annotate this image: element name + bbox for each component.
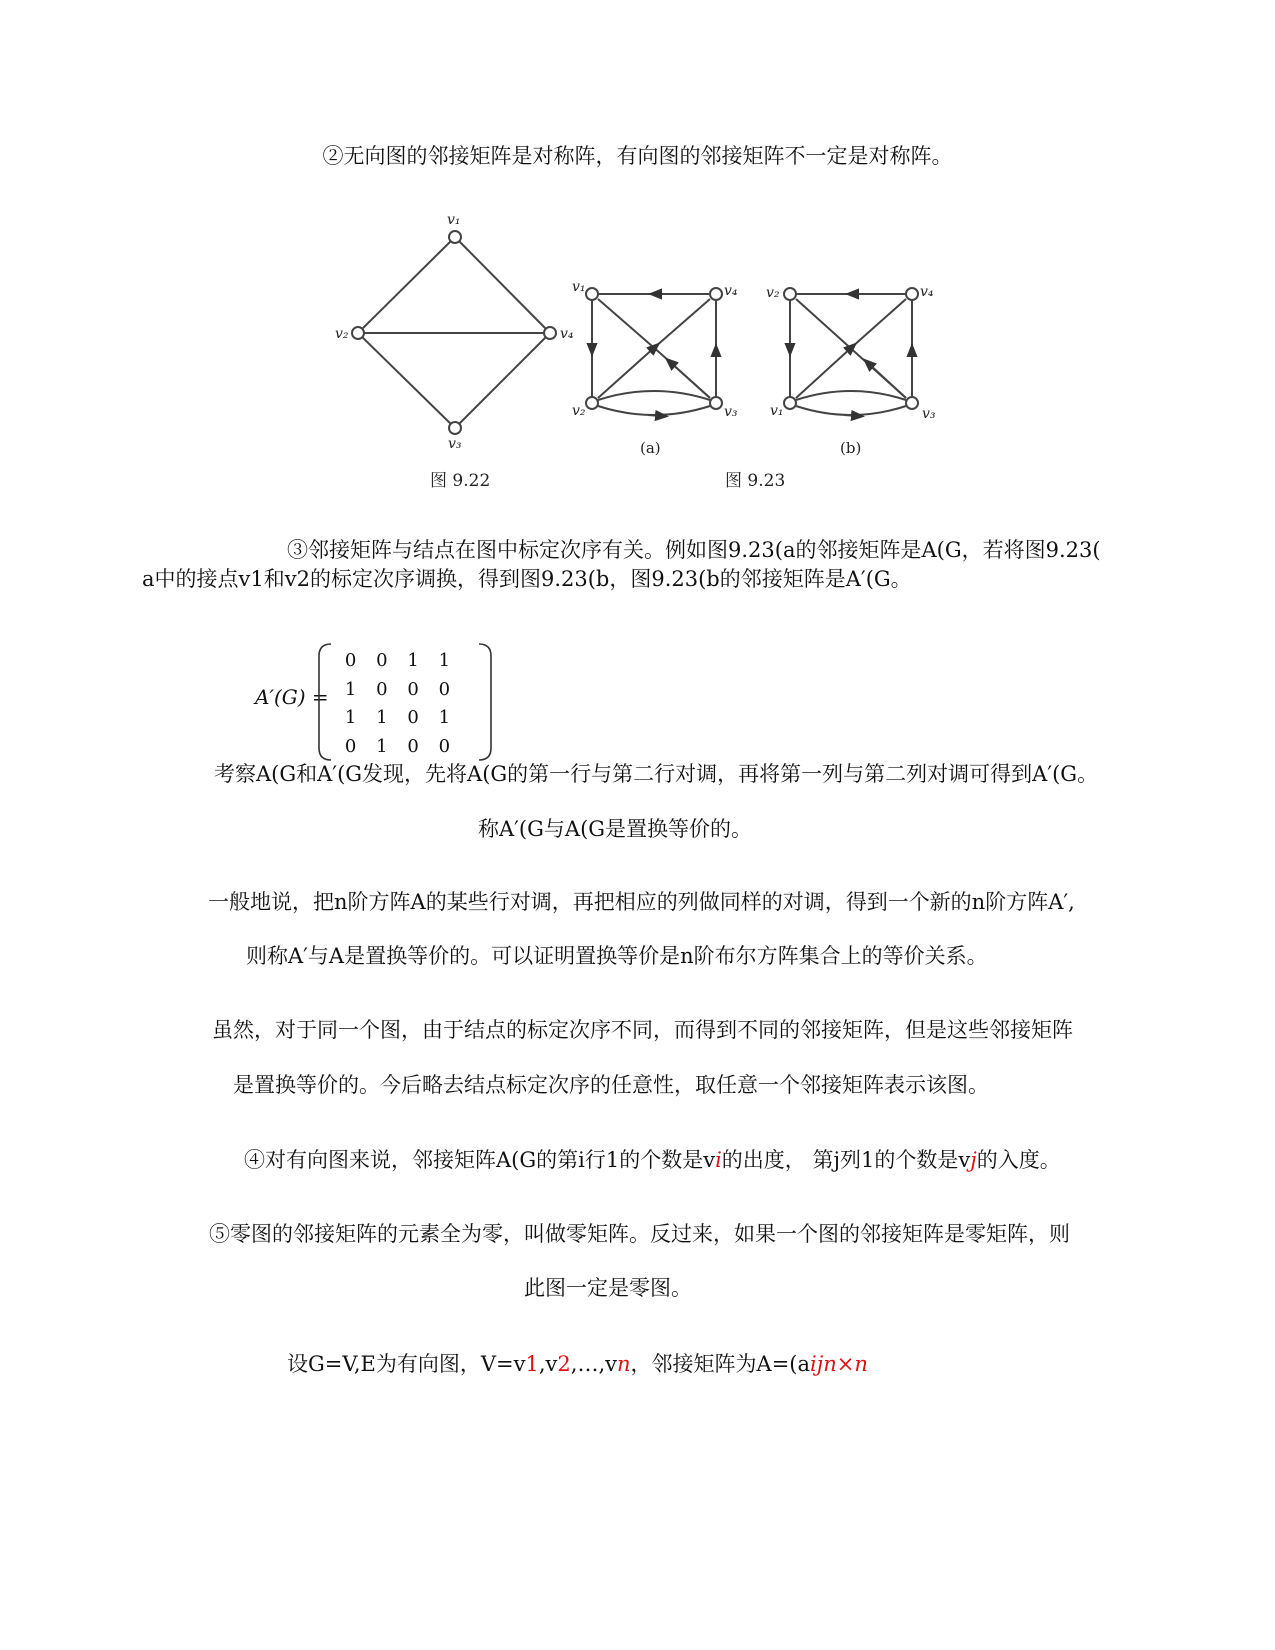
label-9-23a-v4: v₄ [724,283,738,299]
define-text-c: ,…,v [570,1352,618,1376]
define-text-b: ,v [538,1352,558,1376]
degree-text-a: ④对有向图来说，邻接矩阵A(G的第i行1的个数是v [244,1148,716,1172]
degree-sub-i: i [715,1148,722,1172]
caption-figure-9-22: 图 9.22 [430,471,491,491]
caption-9-23a: (a) [640,439,661,457]
label-9-23b-v1: v₁ [770,403,784,419]
node-9-23a-v1 [586,288,598,300]
label-9-22-v3: v₃ [448,436,462,452]
matrix-cell: 0 [376,678,388,700]
paragraph-zero-line2: 此图一定是零图。 [524,1276,692,1300]
degree-sub-j: j [970,1148,977,1172]
matrix-cell: 0 [407,707,419,729]
label-9-23b-v4: v₄ [920,284,934,300]
matrix-cell: 0 [344,649,357,671]
define-sub-2: 2 [557,1352,571,1376]
node-9-23a-v4 [710,288,722,300]
degree-text-b: 的出度， 第j列1的个数是v [721,1148,971,1172]
define-text-a: 设G=V,E为有向图，V=v [287,1352,526,1376]
figure-9-22-graph [358,237,550,428]
figures-9-22-9-23 [330,210,970,510]
define-sub-ijn: ijn×n [810,1352,868,1376]
node-9-22-v4 [544,327,556,339]
node-9-22-v2 [352,327,364,339]
node-9-23b-v1 [784,397,796,409]
matrix-cell: 0 [376,649,388,671]
paragraph-define [287,1350,868,1378]
matrix-cell: 1 [376,707,388,729]
node-9-23b-v4 [906,288,918,300]
label-9-22-v1: v₁ [447,212,461,228]
matrix-cell: 1 [438,649,451,671]
matrix-cell: 0 [438,678,451,700]
matrix-cell: 0 [407,678,419,700]
define-sub-n: n [617,1352,631,1376]
matrix-cell: 1 [376,736,388,758]
paragraph-order-line2: a中的接点v1和v2的标定次序调换，得到图9.23(b，图9.23(b的邻接矩阵是A′(G。 [142,567,912,591]
node-9-23b-v2 [784,288,796,300]
label-9-22-v4: v₄ [560,326,574,342]
matrix-cell: 0 [344,736,357,758]
paragraph-although-line1: 虽然，对于同一个图，由于结点的标定次序不同，而得到不同的邻接矩阵，但是这些邻接矩阵 [212,1018,1073,1042]
matrix-label: A′(G) = [255,685,329,709]
label-9-22-v2: v₂ [335,326,349,342]
label-9-23b-v2: v₂ [766,285,780,301]
paragraph-equivalent: 称A′(G与A(G是置换等价的。 [478,817,753,841]
matrix-cell: 1 [344,678,357,700]
paragraph-general-line2: 则称A′与A是置换等价的。可以证明置换等价是n阶布尔方阵集合上的等价关系。 [246,944,988,968]
define-sub-1: 1 [525,1352,539,1376]
matrix-cell: 0 [438,736,451,758]
caption-figure-9-23: 图 9.23 [725,471,786,491]
label-9-23a-v3: v₃ [724,404,738,420]
figure-9-23a-graph [592,294,716,416]
paragraph-zero-line1: ⑤零图的邻接矩阵的元素全为零，叫做零矩阵。反过来，如果一个图的邻接矩阵是零矩阵，则 [209,1222,1070,1246]
define-text-d: ，邻接矩阵为A=(a [630,1352,811,1376]
matrix-cell: 1 [344,707,357,729]
figure-9-23b-graph [790,294,912,416]
matrix-cell: 0 [407,736,419,758]
label-9-23b-v3: v₃ [922,406,936,422]
paragraph-compare: 考察A(G和A′(G发现，先将A(G的第一行与第二行对调，再将第一列与第二列对调可得到A′(G。 [214,762,1099,786]
paragraph-degree [244,1146,1061,1174]
paragraph-symmetric: ②无向图的邻接矩阵是对称阵，有向图的邻接矩阵不一定是对称阵。 [322,144,953,168]
label-9-23a-v2: v₂ [572,403,586,419]
matrix-grid [335,646,460,761]
paragraph-general-line1: 一般地说，把n阶方阵A的某些行对调，再把相应的列做同样的对调，得到一个新的n阶方阵A′, [208,890,1075,914]
matrix-cell: 1 [407,649,419,671]
paragraph-although-line2: 是置换等价的。今后略去结点标定次序的任意性，取任意一个邻接矩阵表示该图。 [233,1073,989,1097]
node-9-22-v3 [449,422,461,434]
caption-9-23b: (b) [840,439,862,457]
node-9-23b-v3 [906,397,918,409]
node-9-23a-v2 [586,397,598,409]
degree-text-c: 的入度。 [976,1148,1061,1172]
matrix-a-prime [255,640,475,765]
node-9-22-v1 [449,231,461,243]
paragraph-order-line1: ③邻接矩阵与结点在图中标定次序有关。例如图9.23(a的邻接矩阵是A(G，若将图9.23( [287,538,1101,562]
node-9-23a-v3 [710,397,722,409]
matrix-cell: 1 [438,707,451,729]
label-9-23a-v1: v₁ [572,279,586,295]
